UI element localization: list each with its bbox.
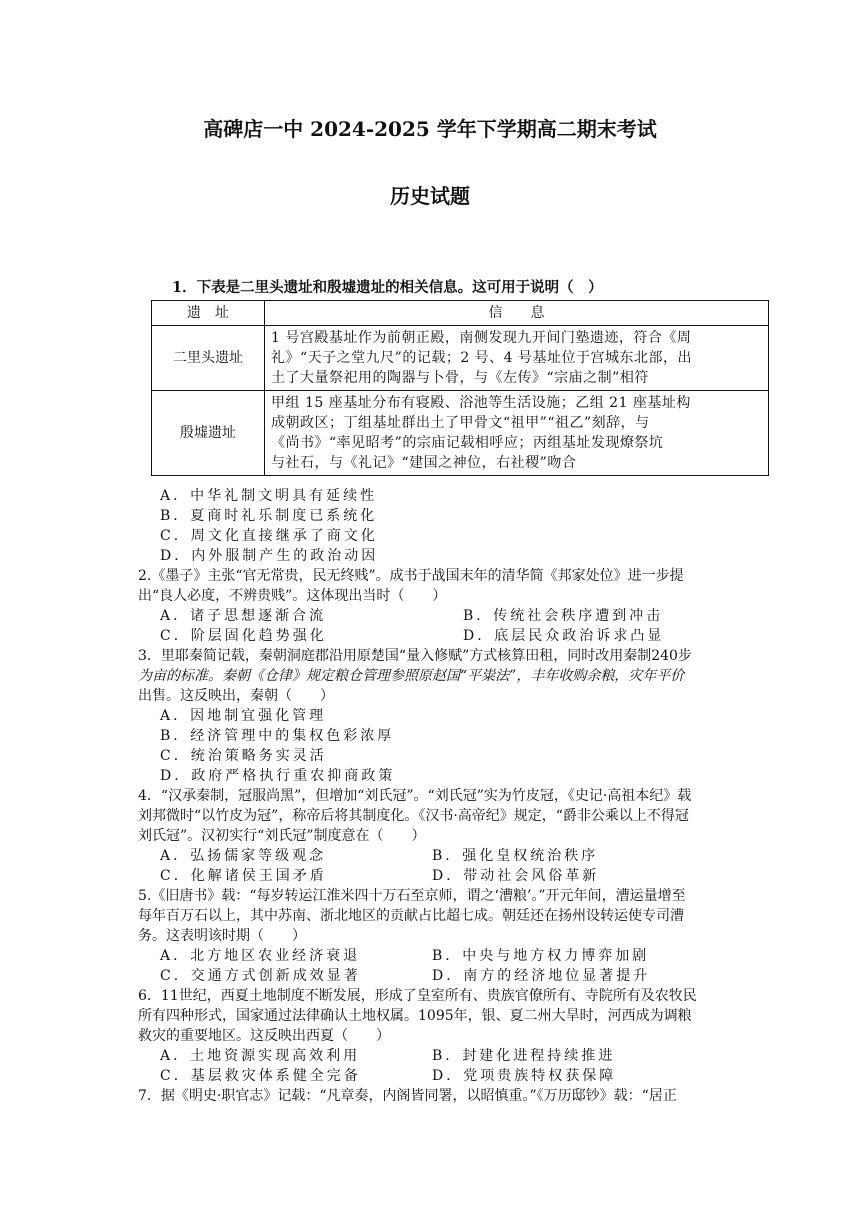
q2-option-d: D．底层民众政治诉求凸显: [463, 628, 665, 644]
question-5-line: 5.《旧唐书》载：“每岁转运江淮米四十万石至京师，谓之‘漕粮’。”开元年间，漕运量增至: [138, 888, 686, 904]
question-6-line: 所有四种形式，国家通过法律确认土地权属。1095年，银、夏二州大旱时，河西成为调粮: [138, 1008, 692, 1024]
info-line: 甲组 15 座基址分布有寝殿、浴池等生活设施；乙组 21 座基址构: [271, 395, 691, 411]
q4-option-c: C．化解诸侯王国矛盾: [160, 868, 327, 884]
header-info-label: 信 息: [488, 305, 545, 321]
q1-option-d: D．内外服制产生的政治动因: [160, 548, 379, 564]
table-header-row: [152, 301, 769, 326]
q4-option-b: B．强化皇权统治秩序: [432, 848, 599, 864]
q5-option-b: B．中央与地方权力博弈加剧: [432, 948, 650, 964]
q5-option-c: C．交通方式创新成效显著: [160, 968, 361, 984]
q3-option-d: D．政府严格执行重农抑商政策: [160, 768, 396, 784]
site-name: 二里头遗址: [152, 326, 265, 391]
site-info: [265, 391, 769, 476]
info-line: 与社石，与《礼记》“建国之神位，右社稷”吻合: [271, 455, 577, 471]
question-6-line: 救灾的重要地区。这反映出西夏（ ）: [138, 1028, 390, 1044]
question-5-line: 每年百万石以上，其中苏南、浙北地区的贡献占比超七成。朝廷还在扬州设转运使专司漕: [138, 908, 684, 924]
q1-option-c: C．周文化直接继承了商文化: [160, 528, 378, 544]
exam-subtitle: 历史试题: [390, 184, 470, 208]
exam-title: 高碑店一中 2024-2025 学年下学期高二期末考试: [203, 117, 657, 141]
question-5-line: 务。这表明该时期（ ）: [138, 928, 306, 944]
table-row: [152, 326, 769, 391]
header-site-label: 遗 址: [187, 305, 229, 321]
question-4-line: 4．“汉承秦制，冠服尚黑”，但增加“刘氏冠”。“刘氏冠”实为竹皮冠，《史记·高祖本纪》载: [138, 788, 692, 804]
q4-option-d: D．带动社会风俗革新: [432, 868, 600, 884]
question-4-line: 刘邦微时“以竹皮为冠”，称帝后将其制度化。《汉书·高帝纪》规定，“爵非公乘以上不得冠: [138, 808, 689, 824]
question-1-table: [151, 300, 769, 476]
question-2-line: 2.《墨子》主张“官无常贵，民无终贱”。成书于战国末年的清华简《邦家处位》进一步提: [138, 568, 684, 584]
q5-option-a: A．北方地区农业经济衰退: [160, 948, 361, 964]
q1-option-b: B．夏商时礼乐制度已系统化: [160, 508, 378, 524]
q3-option-a: A．因地制宜强化管理: [160, 708, 327, 724]
table-header-site: [152, 301, 265, 326]
question-4-line: 刘氏冠”。汉初实行“刘氏冠”制度意在（ ）: [138, 828, 426, 844]
question-3-line: 出售。这反映出，秦朝（ ）: [138, 688, 334, 704]
table-header-info: [265, 301, 769, 326]
info-line: 土了大量祭祀用的陶器与卜骨，与《左传》“宗庙之制”相符: [271, 370, 649, 386]
q6-option-c: C．基层救灾体系健全完备: [160, 1068, 361, 1084]
question-6-line: 6．11世纪，西夏土地制度不断发展，形成了皇室所有、贵族官僚所有、寺院所有及农牧民: [138, 988, 697, 1004]
info-line: 《尚书》“率见昭考”的宗庙记载相呼应；丙组基址发现燎祭坑: [271, 435, 664, 451]
question-7-line: 7．据《明史·职官志》记载：“凡章奏，内阁皆同署，以昭慎重。”《万历邸钞》载：“居正: [138, 1088, 677, 1104]
site-info: [265, 326, 769, 391]
info-line: 1 号宫殿基址作为前朝正殿，南侧发现九开间门塾遗迹，符合《周: [271, 330, 692, 346]
q5-option-d: D．南方的经济地位显著提升: [432, 968, 651, 984]
q1-option-a: A．中华礼制文明具有延续性: [160, 488, 378, 504]
q6-option-d: D．党项贵族特权获保障: [432, 1068, 617, 1084]
info-line: 成朝政区；丁组基址群出土了甲骨文“祖甲”“祖乙”刻辞，与: [271, 415, 650, 431]
q3-option-c: C．统治策略务实灵活: [160, 748, 327, 764]
q4-option-a: A．弘扬儒家等级观念: [160, 848, 327, 864]
site-name: 殷墟遗址: [152, 391, 265, 476]
q6-option-a: A．土地资源实现高效利用: [160, 1048, 361, 1064]
question-3-line: 3．里耶秦简记载，秦朝洞庭郡沿用原楚国“量入修赋”方式核算田租，同时改用秦制240步: [138, 648, 692, 664]
table-row: [152, 391, 769, 476]
question-1-stem: 1．下表是二里头遗址和殷墟遗址的相关信息。这可用于说明（ ）: [172, 279, 603, 296]
q2-option-b: B．传统社会秩序遭到冲击: [463, 608, 664, 624]
q3-option-b: B．经济管理中的集权色彩浓厚: [160, 728, 395, 744]
q2-option-c: C．阶层固化趋势强化: [160, 628, 327, 644]
question-3-line: 为亩的标准。秦朝《仓律》规定粮仓管理参照原赵国“平粜法”，丰年收购余粮，灾年平价: [138, 668, 685, 684]
q2-option-a: A．诸子思想逐渐合流: [160, 608, 327, 624]
q6-option-b: B．封建化进程持续推进: [432, 1048, 616, 1064]
question-2-line: 出“良人必度，不辨贵贱”。这体现出当时（ ）: [138, 588, 447, 604]
info-line: 礼》“天子之堂九尺”的记载；2 号、4 号基址位于宫城东北部，出: [271, 350, 693, 366]
